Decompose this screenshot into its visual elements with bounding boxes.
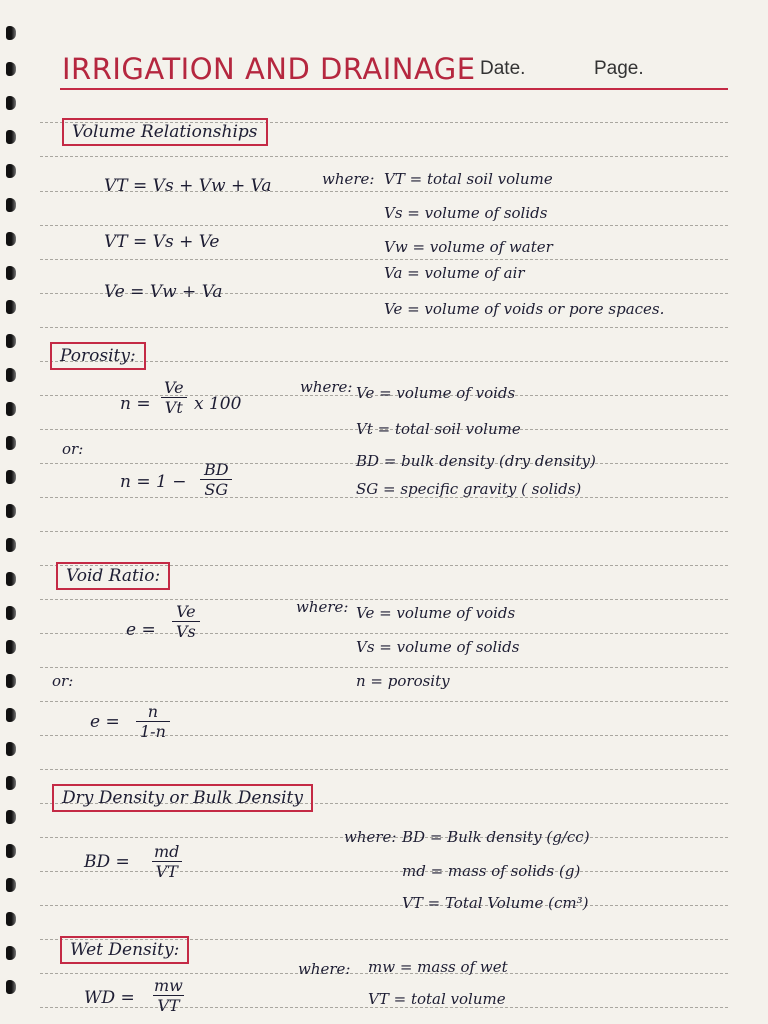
dry-density-heading: Dry Density or Bulk Density — [52, 784, 313, 812]
void-or: or: — [52, 672, 74, 690]
volume-eq-3: Ve = Vw + Va — [104, 282, 223, 302]
volume-def: Ve = volume of voids or pore spaces. — [384, 300, 665, 318]
porosity-eq1-fraction — [160, 378, 188, 417]
volume-where: where: — [322, 170, 375, 188]
porosity-heading: Porosity: — [50, 342, 146, 370]
void-eq1-fraction — [172, 602, 200, 641]
wet-density-heading: Wet Density: — [60, 936, 189, 964]
fraction-denominator: VT — [152, 861, 182, 881]
volume-def: VT = total soil volume — [384, 170, 553, 188]
fraction-denominator: Vt — [161, 397, 187, 417]
dry-eq-fraction — [150, 842, 183, 881]
porosity-eq1-tail: x 100 — [194, 394, 242, 414]
fraction-numerator: BD — [204, 460, 229, 479]
wet-eq-lhs: WD = — [84, 988, 135, 1008]
fraction-numerator: mw — [154, 976, 183, 995]
porosity-eq1-lhs: n = — [120, 394, 151, 414]
fraction-numerator: Ve — [176, 602, 196, 621]
void-def: Ve = volume of voids — [356, 604, 516, 622]
void-def: Vs = volume of solids — [356, 638, 520, 656]
dry-where: where: — [344, 828, 397, 846]
fraction-numerator: Ve — [164, 378, 184, 397]
wet-def: VT = total volume — [368, 990, 506, 1008]
fraction-denominator: 1-n — [136, 721, 170, 741]
dry-def: BD = Bulk density (g/cc) — [402, 828, 590, 846]
dry-eq-lhs: BD = — [84, 852, 130, 872]
volume-eq-2: VT = Vs + Ve — [104, 232, 220, 252]
porosity-def: BD = bulk density (dry density) — [356, 452, 596, 470]
porosity-eq2-lhs: n = 1 − — [120, 472, 187, 492]
volume-heading: Volume Relationships — [62, 118, 268, 146]
void-eq1-lhs: e = — [126, 620, 156, 640]
wet-eq-fraction — [150, 976, 187, 1015]
porosity-def: SG = specific gravity ( solids) — [356, 480, 582, 498]
fraction-denominator: Vs — [172, 621, 200, 641]
wet-def: mw = mass of wet — [368, 958, 508, 976]
dry-def: md = mass of solids (g) — [402, 862, 581, 880]
void-where: where: — [296, 598, 349, 616]
porosity-or: or: — [62, 440, 84, 458]
fraction-denominator: SG — [200, 479, 232, 499]
fraction-numerator: md — [154, 842, 180, 861]
void-heading: Void Ratio: — [56, 562, 170, 590]
fraction-denominator: VT — [153, 995, 183, 1015]
fraction-numerator: n — [147, 702, 159, 721]
porosity-where: where: — [300, 378, 353, 396]
volume-def: Vw = volume of water — [384, 238, 553, 256]
page-title: IRRIGATION AND DRAINAGE — [62, 52, 476, 86]
void-eq2-lhs: e = — [90, 712, 120, 732]
volume-def: Va = volume of air — [384, 264, 525, 282]
volume-eq-1: VT = Vs + Vw + Va — [104, 176, 272, 196]
porosity-def: Vt = total soil volume — [356, 420, 521, 438]
wet-where: where: — [298, 960, 351, 978]
volume-def: Vs = volume of solids — [384, 204, 548, 222]
porosity-eq2-fraction — [200, 460, 233, 499]
void-eq2-fraction — [136, 702, 170, 741]
date-label: Date. — [480, 58, 526, 79]
porosity-def: Ve = volume of voids — [356, 384, 516, 402]
title-underline — [60, 88, 728, 90]
page-label: Page. — [594, 58, 644, 79]
void-def: n = porosity — [356, 672, 450, 690]
dry-def: VT = Total Volume (cm³) — [402, 894, 589, 912]
